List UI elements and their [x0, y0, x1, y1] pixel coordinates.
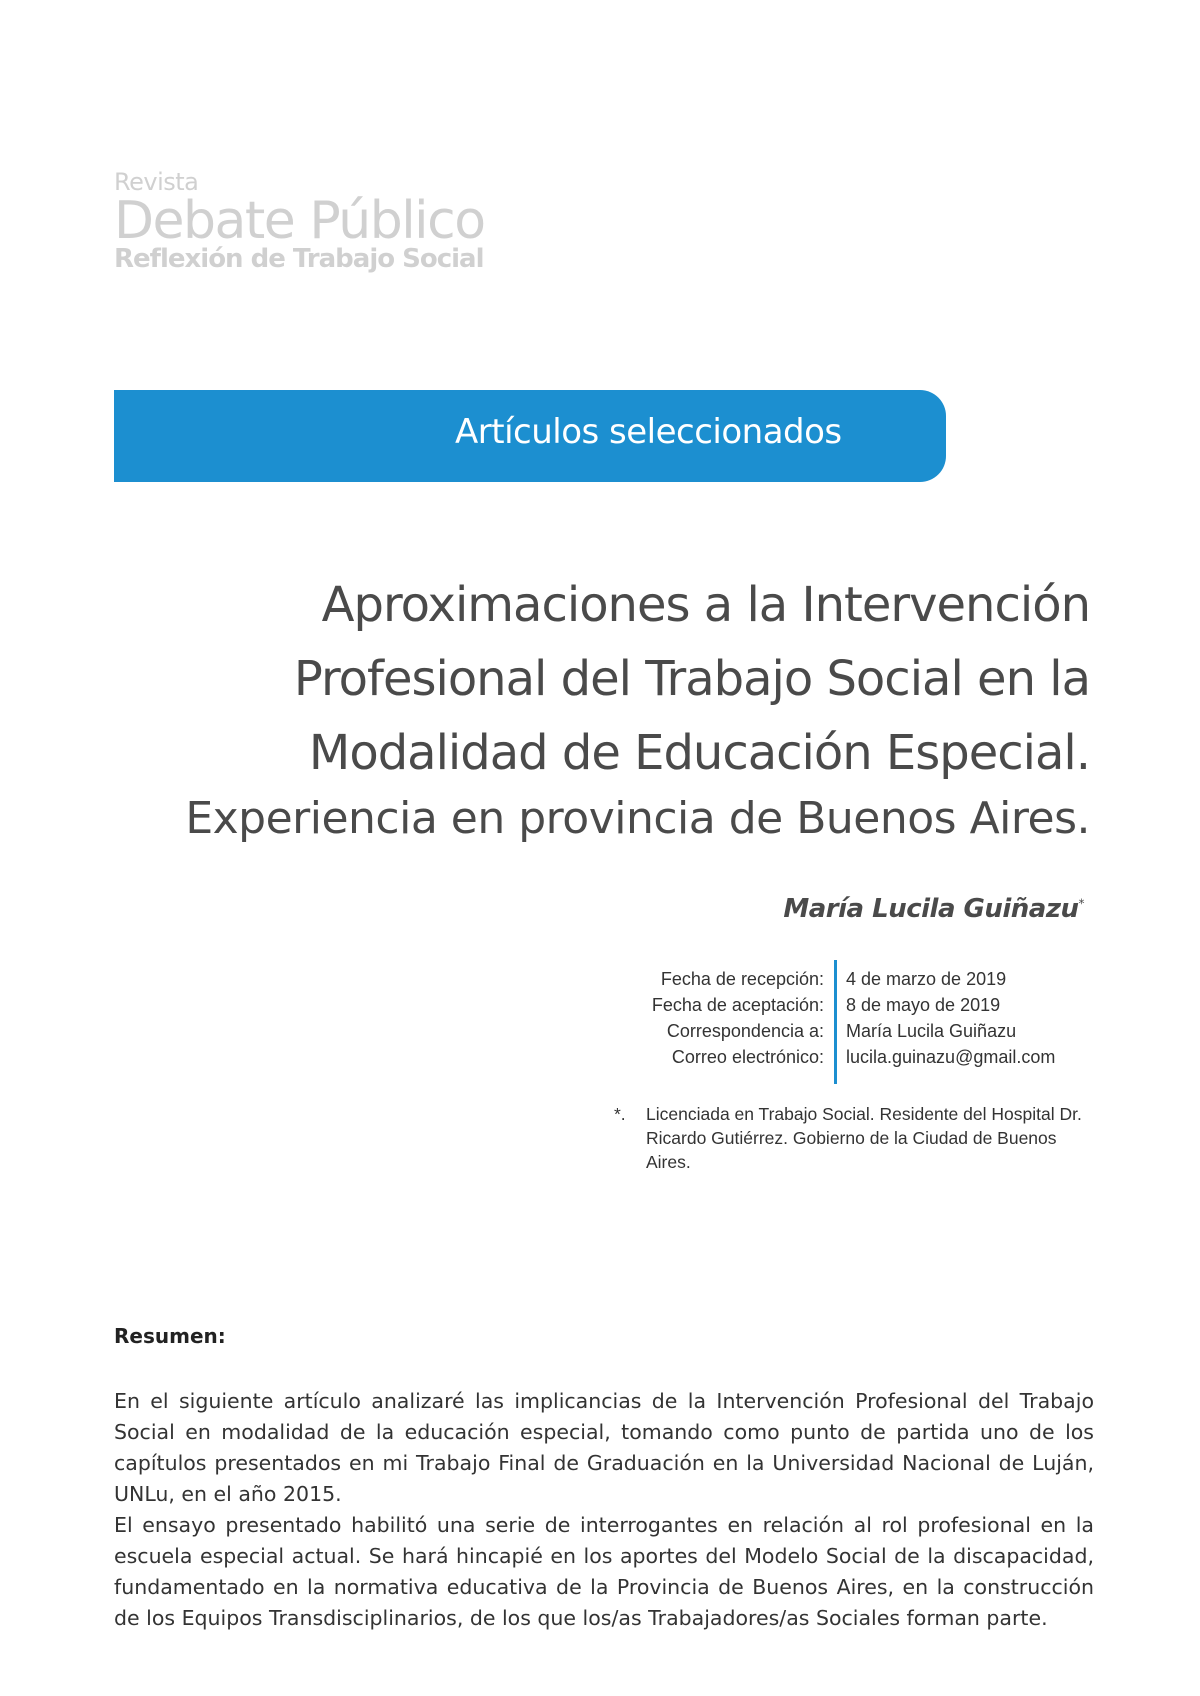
section-label: Artículos seleccionados: [455, 412, 842, 452]
author-footnote: [614, 1102, 1094, 1174]
abstract-paragraph: El ensayo presentado habilitó una serie de interrogantes en relación al rol profesional en la escuela especial actual. Se hará hincapié en los aportes del Modelo Social de la discapacidad, fundamentado en la normativa educativa de la Provincia de Buenos Aires, en la construcción de los Equipos Transdisciplinarios, de los que los/as Trabajadores/as Sociales forman parte.: [114, 1513, 1094, 1630]
value-accepted: 8 de mayo de 2019: [846, 995, 1001, 1015]
label-correspondence: Correspondencia a:: [666, 1021, 824, 1041]
label-email: Correo electrónico:: [671, 1047, 824, 1067]
article-metadata: [600, 966, 1100, 1086]
abstract-heading: Resumen:: [114, 1324, 226, 1348]
title-line: Profesional del Trabajo Social en la: [293, 651, 1090, 707]
title-line: Aproximaciones a la Intervención: [321, 577, 1090, 633]
value-email: lucila.guinazu@gmail.com: [846, 1047, 1056, 1067]
footnote-text: Licenciada en Trabajo Social. Residente del Hospital Dr. Ricardo Gutiérrez. Gobierno de la Ciudad de Buenos Aires.: [646, 1104, 1082, 1172]
label-accepted: Fecha de aceptación:: [651, 995, 824, 1015]
author-name: [783, 894, 1084, 924]
section-banner: [114, 390, 946, 482]
masthead-title: Debate Público: [114, 191, 485, 251]
metadata-labels: [600, 966, 824, 1070]
author-footnote-mark: *: [1078, 896, 1084, 911]
title-line: Modalidad de Educación Especial.: [308, 725, 1090, 781]
abstract-paragraph: En el siguiente artículo analizaré las implicancias de la Intervención Profesional del Trabajo Social en modalidad de la educación especial, tomando como punto de partida uno de los capítulos presentados en mi Trabajo Final de Graduación en la Universidad Nacional de Luján, UNLu, en el año 2015.: [114, 1389, 1094, 1506]
author-name-text: María Lucila Guiñazu: [783, 894, 1079, 924]
label-received: Fecha de recepción:: [660, 969, 824, 989]
article-title: [185, 568, 1090, 850]
value-received: 4 de marzo de 2019: [846, 969, 1007, 989]
value-correspondence: María Lucila Guiñazu: [846, 1021, 1017, 1041]
abstract-body: [114, 1386, 1094, 1634]
masthead-revista: Revista: [114, 168, 199, 196]
footnote-mark: *.: [614, 1104, 626, 1124]
masthead-subtitle: Reflexión de Trabajo Social: [114, 244, 484, 274]
metadata-values: [846, 966, 1055, 1070]
article-subtitle: Experiencia en provincia de Buenos Aires.: [185, 793, 1090, 844]
metadata-divider: [834, 960, 837, 1084]
journal-masthead: [114, 168, 485, 274]
